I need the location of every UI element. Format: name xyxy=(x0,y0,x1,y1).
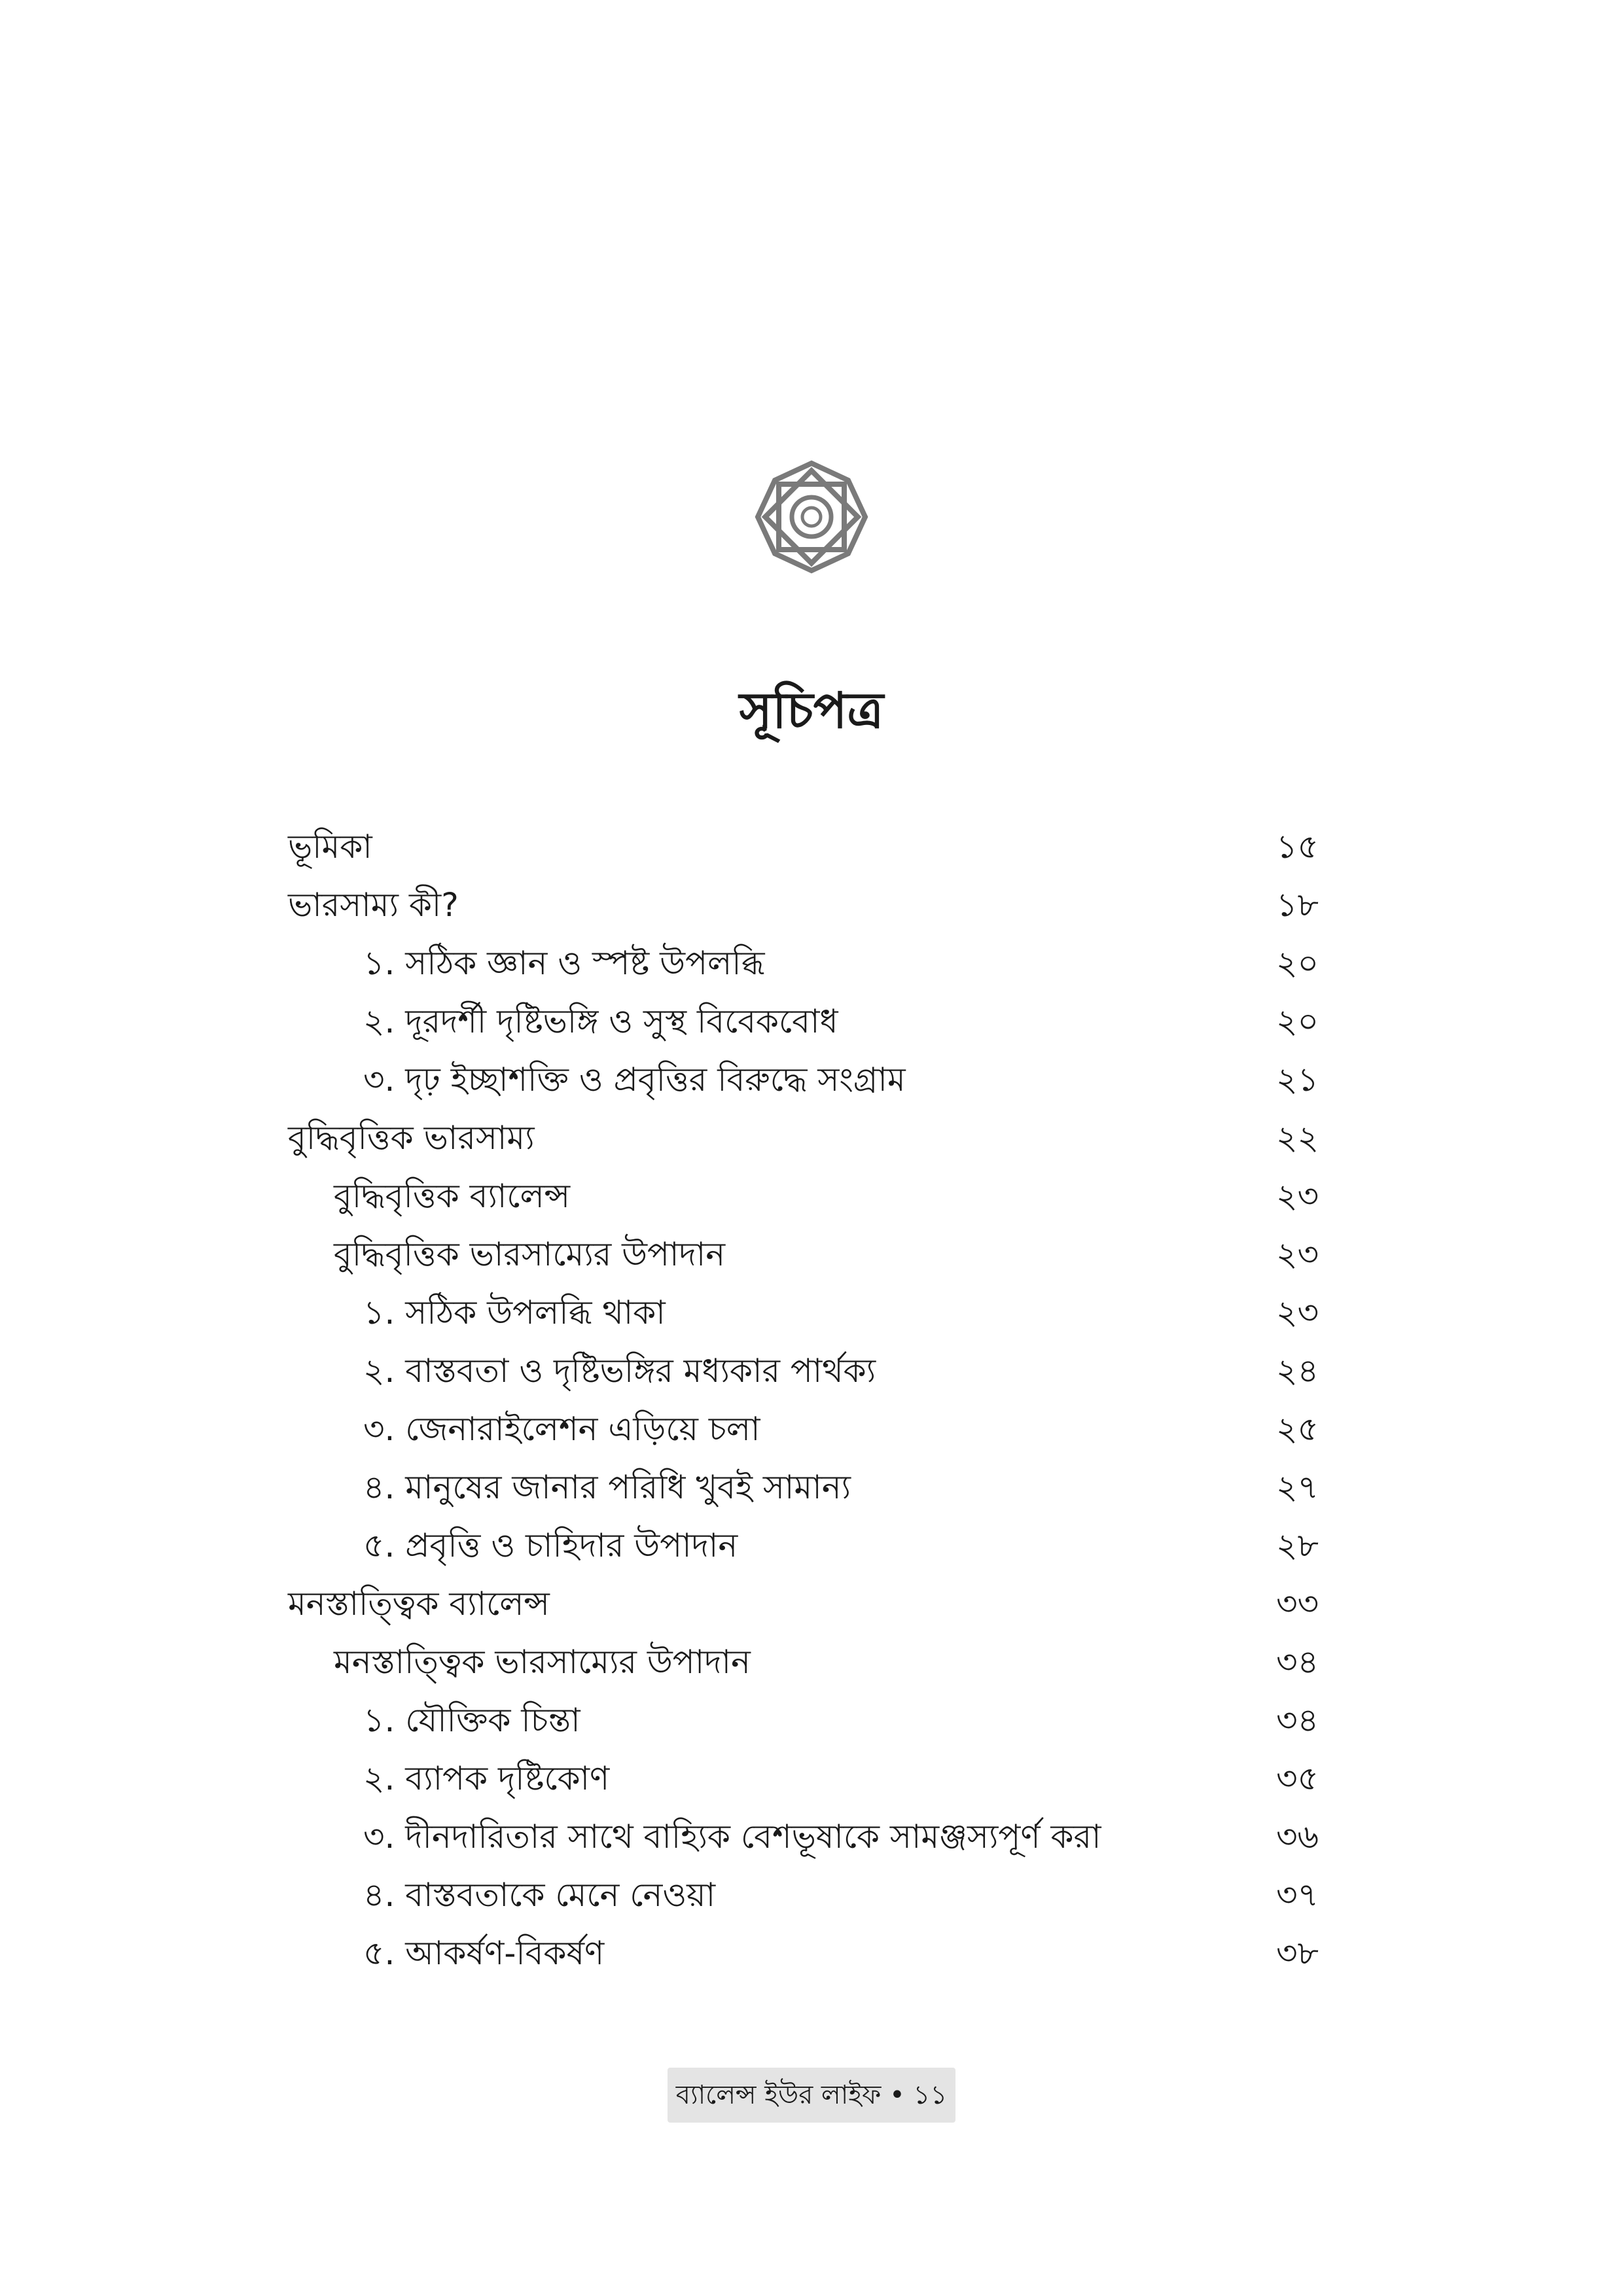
mandala-ornament-icon xyxy=(753,458,870,576)
toc-entry-page-number: ৩৬ xyxy=(1276,1818,1319,1856)
toc-entry xyxy=(288,1458,1335,1517)
toc-entry xyxy=(288,1633,1335,1691)
toc-entry-page-number: ১৮ xyxy=(1276,886,1319,924)
toc-entry xyxy=(288,1575,1335,1633)
toc-entry-label: ৩. দীনদারিতার সাথে বাহ্যিক বেশভূষাকে সামঞ্জস্যপূর্ণ করা xyxy=(363,1818,1101,1856)
toc-entry-label: মনস্তাত্ত্বিক ভারসাম্যের উপাদান xyxy=(334,1643,751,1681)
toc-entry-label: ৫. আকর্ষণ-বিকর্ষণ xyxy=(363,1934,605,1972)
toc-entry-label: ২. ব্যাপক দৃষ্টিকোণ xyxy=(363,1759,610,1797)
toc-entry xyxy=(288,1750,1335,1808)
toc-entry xyxy=(288,1691,1335,1750)
toc-entry xyxy=(288,1808,1335,1866)
toc-entry-page-number: ২৫ xyxy=(1276,1410,1319,1448)
toc-entry-page-number: ২৩ xyxy=(1276,1235,1319,1273)
toc-entry xyxy=(288,818,1335,876)
toc-entry-label: ২. বাস্তবতা ও দৃষ্টিভঙ্গির মধ্যকার পার্থক্য xyxy=(363,1352,876,1390)
toc-entry-page-number: ২৪ xyxy=(1276,1352,1319,1390)
toc-entry-label: বুদ্ধিবৃত্তিক ভারসাম্য xyxy=(288,1119,535,1157)
toc-entry-label: ভারসাম্য কী? xyxy=(288,886,459,924)
toc-entry-label: ৪. মানুষের জানার পরিধি খুবই সামান্য xyxy=(363,1468,851,1506)
toc-entry xyxy=(288,1400,1335,1458)
toc-entry-label: মনস্তাত্ত্বিক ব্যালেন্স xyxy=(288,1585,550,1623)
toc-entry-label: ৫. প্রবৃত্তি ও চাহিদার উপাদান xyxy=(363,1527,738,1564)
toc-entry xyxy=(288,1167,1335,1226)
toc-entry-page-number: ২০ xyxy=(1276,944,1319,982)
toc-entry xyxy=(288,1226,1335,1284)
toc-entry-page-number: ২০ xyxy=(1276,1002,1319,1040)
toc-entry-page-number: ২৩ xyxy=(1276,1294,1319,1332)
toc-entry-page-number: ৩৫ xyxy=(1276,1759,1319,1797)
toc-entry-page-number: ১৫ xyxy=(1276,828,1319,866)
toc-entry-label: ১. যৌক্তিক চিন্তা xyxy=(363,1701,580,1739)
toc-entry xyxy=(288,876,1335,934)
toc-entry-label: ৪. বাস্তবতাকে মেনে নেওয়া xyxy=(363,1876,716,1914)
toc-entry-label: ২. দূরদর্শী দৃষ্টিভঙ্গি ও সুস্থ বিবেকবোধ xyxy=(363,1002,838,1040)
toc-entry-page-number: ২১ xyxy=(1276,1061,1319,1099)
page-footer: ব্যালেন্স ইউর লাইফ • ১১ xyxy=(668,2068,955,2123)
toc-entry-label: বুদ্ধিবৃত্তিক ব্যালেন্স xyxy=(334,1177,571,1215)
toc-entry xyxy=(288,934,1335,993)
toc-entry-label: ১. সঠিক উপলব্ধি থাকা xyxy=(363,1294,666,1332)
toc-entry xyxy=(288,1866,1335,1924)
toc-entry xyxy=(288,1284,1335,1342)
toc-entry-page-number: ৩৪ xyxy=(1276,1701,1319,1739)
toc-entry-page-number: ৩৭ xyxy=(1276,1876,1319,1914)
toc-entry-page-number: ২৮ xyxy=(1276,1527,1319,1564)
toc-entry-page-number: ৩৩ xyxy=(1276,1585,1319,1623)
toc-entry-label: ৩. দৃঢ় ইচ্ছাশক্তি ও প্রবৃত্তির বিরুদ্ধে সংগ্রাম xyxy=(363,1061,906,1099)
toc-entry-page-number: ২৭ xyxy=(1276,1468,1319,1506)
toc-entry-label: বুদ্ধিবৃত্তিক ভারসাম্যের উপাদান xyxy=(334,1235,726,1273)
toc-entry-page-number: ২৩ xyxy=(1276,1177,1319,1215)
toc-entry-page-number: ৩৮ xyxy=(1276,1934,1319,1972)
page-title: সূচিপত্র xyxy=(739,681,884,739)
toc-entry-page-number: ৩৪ xyxy=(1276,1643,1319,1681)
toc-entry xyxy=(288,1051,1335,1109)
toc-entry xyxy=(288,1109,1335,1167)
toc-entry-page-number: ২২ xyxy=(1276,1119,1319,1157)
toc-entry xyxy=(288,993,1335,1051)
toc-entry-label: ৩. জেনারাইলেশন এড়িয়ে চলা xyxy=(363,1410,760,1448)
toc-entry xyxy=(288,1517,1335,1575)
toc-entry xyxy=(288,1924,1335,1983)
table-of-contents xyxy=(288,818,1335,1983)
toc-entry-label: ভূমিকা xyxy=(288,828,372,866)
toc-entry xyxy=(288,1342,1335,1400)
toc-entry-label: ১. সঠিক জ্ঞান ও স্পষ্ট উপলব্ধি xyxy=(363,944,765,982)
